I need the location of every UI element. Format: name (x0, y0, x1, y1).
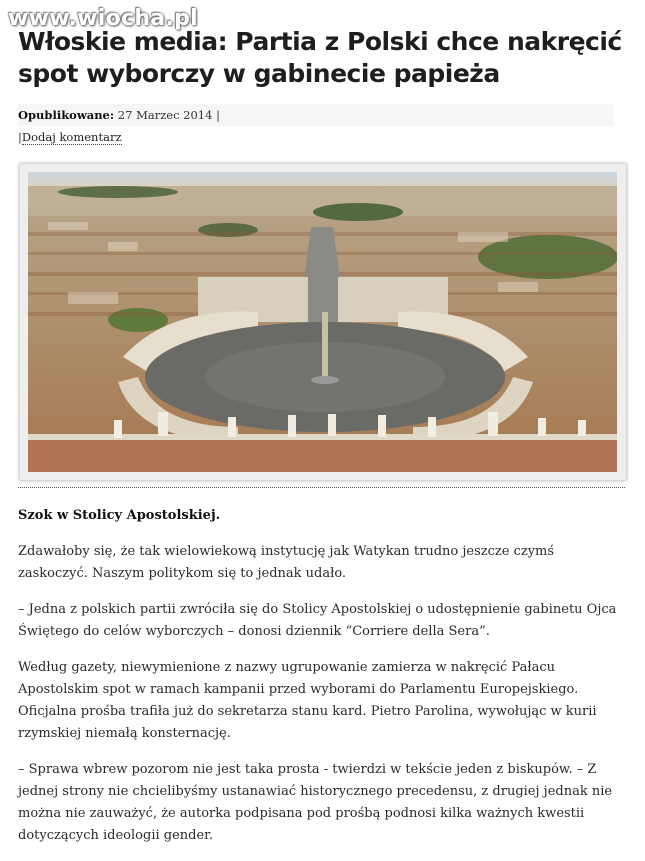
publish-meta (18, 104, 614, 126)
add-comment-link[interactable]: Dodaj komentarz (21, 130, 122, 144)
comment-row (18, 128, 122, 146)
st-peters-square-photo (28, 172, 617, 472)
comment-separator: | (18, 130, 22, 144)
article-paragraph: – Jedna z polskich partii zwróciła się do Stolicy Apostolskiej o udostępnienie gabinetu Ojca Świętego do celów wyborczych – donosi dziennik “Corriere della Sera”. (18, 602, 617, 639)
section-divider (18, 487, 625, 488)
article-lead: Szok w Stolicy Apostolskiej. (18, 508, 221, 523)
published-date: 27 Marzec 2014 (117, 108, 213, 122)
article-image (19, 163, 627, 481)
article-paragraph: – Sprawa wbrew pozorom nie jest taka prosta - twierdzi w tekście jeden z biskupów. – Z jednej strony nie chcielibyśmy ustanawiać historycznego precedensu, z drugiej jednak nie można nie zauważyć, że autorka podpisana pod prośbą podnosi kilka ważnych kwestii dotyczących ideologii gender. (18, 762, 613, 843)
meta-separator: | (216, 108, 220, 122)
article-paragraph: Zdawałoby się, że tak wielowiekową instytucję jak Watykan trudno jeszcze czymś zaskoczyć. Naszym politykom się to jednak udało. (18, 544, 555, 581)
article-paragraph: Według gazety, niewymienione z nazwy ugrupowanie zamierza w nakręcić Pałacu Apostolskim spot w ramach kampanii przed wyborami do Parlamentu Europejskiego. Oficjalna prośba trafiła już do sekretarza stanu kard. Pietro Parolina, wywołując w kurii rzymskiej niemałą konsternację. (18, 660, 597, 741)
article-body (18, 505, 618, 861)
published-label: Opublikowane: (18, 108, 115, 122)
article-title: Włoskie media: Partia z Polski chce nakręcić spot wyborczy w gabinecie papieża (18, 27, 622, 88)
watermark-logo: www.wiocha.pl (8, 6, 198, 31)
